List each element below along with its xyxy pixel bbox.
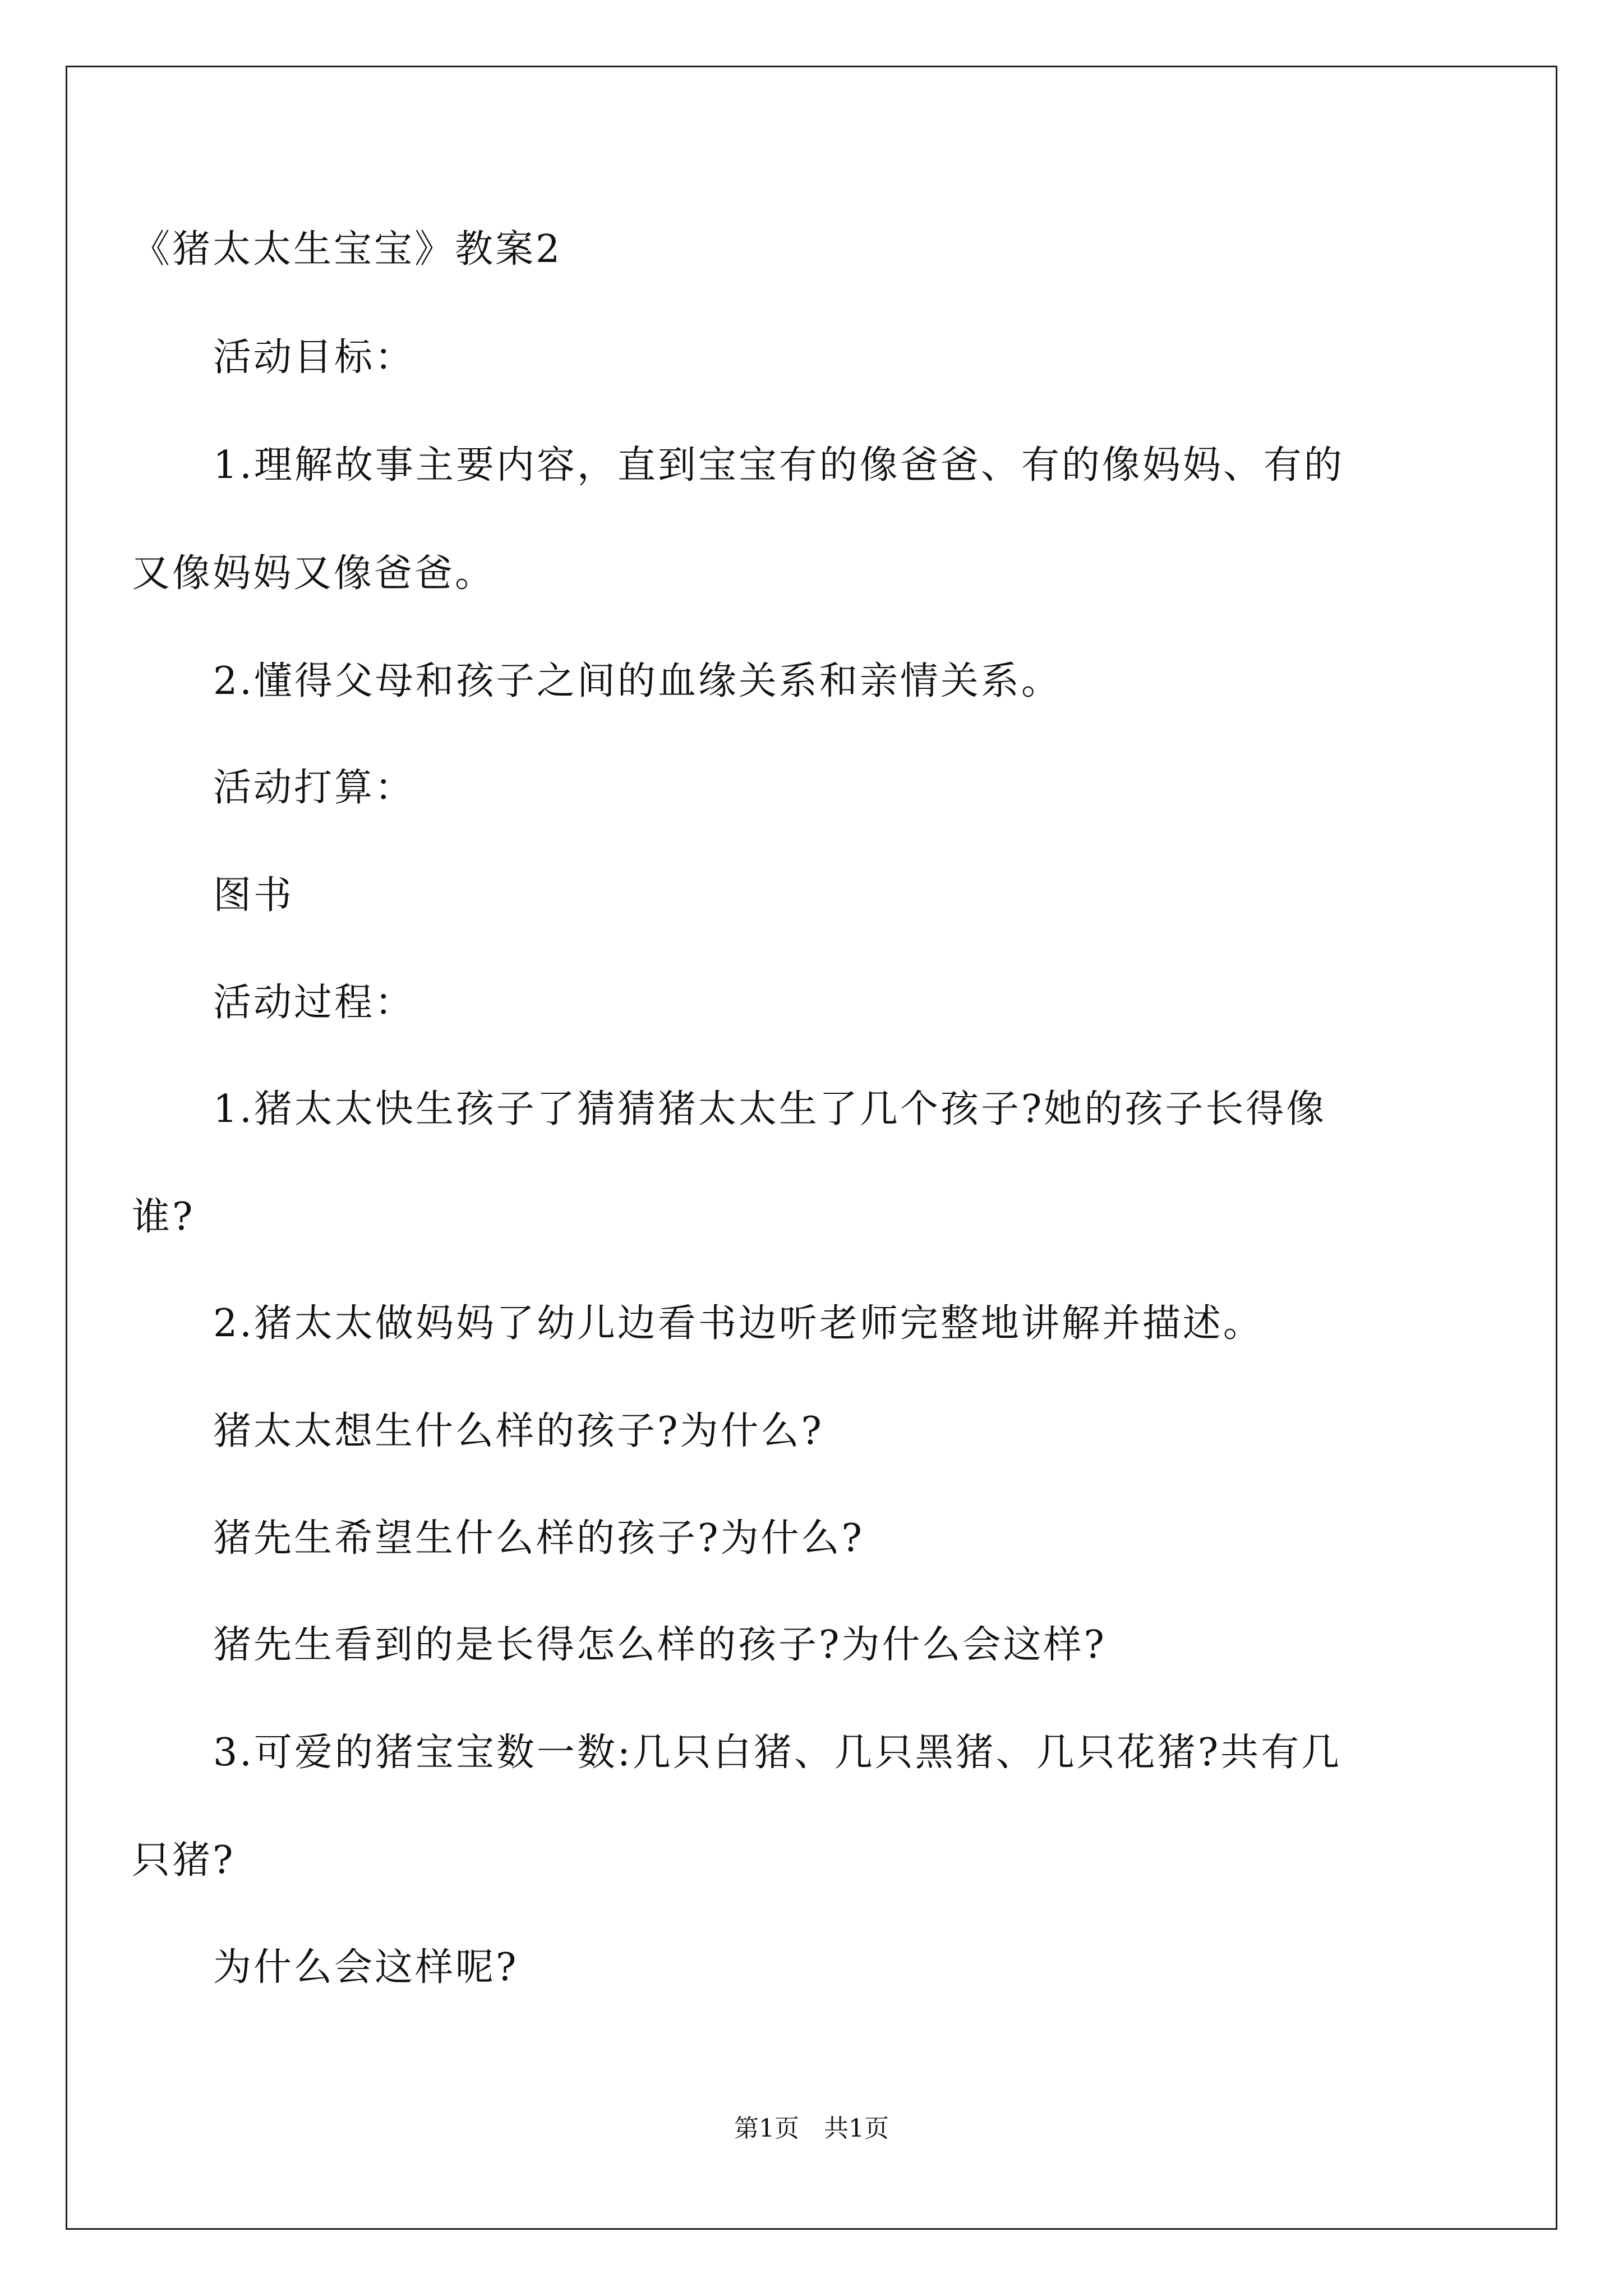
paragraph-line: 谁? — [132, 1195, 195, 1239]
section-heading-preparation: 活动打算： — [213, 766, 416, 810]
paragraph-line: 猪先生希望生什么样的孩子?为什么? — [213, 1516, 864, 1561]
section-heading-process: 活动过程： — [213, 981, 416, 1025]
paragraph-line: 猪太太想生什么样的孩子?为什么? — [213, 1409, 824, 1453]
paragraph-line: 图书 — [213, 873, 294, 918]
paragraph-line: 3.可爱的猪宝宝数一数:几只白猪、几只黑猪、几只花猪?共有几 — [213, 1731, 1342, 1775]
paragraph-line: 只猪? — [132, 1838, 236, 1883]
paragraph-line: 1.猪太太快生孩子了猜猜猪太太生了几个孩子?她的孩子长得像 — [213, 1087, 1327, 1131]
page-number-footer: 第1页 共1页 — [734, 2114, 889, 2143]
document-title: 《猪太太生宝宝》教案2 — [132, 227, 562, 272]
paragraph-line: 1.理解故事主要内容，直到宝宝有的像爸爸、有的像妈妈、有的 — [213, 443, 1344, 487]
page-border — [66, 66, 1557, 2230]
paragraph-line: 2.懂得父母和孩子之间的血缘关系和亲情关系。 — [213, 659, 1062, 703]
paragraph-line: 又像妈妈又像爸爸。 — [132, 551, 496, 596]
paragraph-line: 2.猪太太做妈妈了幼儿边看书边听老师完整地讲解并描述。 — [213, 1301, 1264, 1346]
section-heading-goals: 活动目标： — [213, 335, 416, 380]
paragraph-line: 猪先生看到的是长得怎么样的孩子?为什么会这样? — [213, 1623, 1106, 1667]
paragraph-line: 为什么会这样呢? — [213, 1945, 519, 1990]
